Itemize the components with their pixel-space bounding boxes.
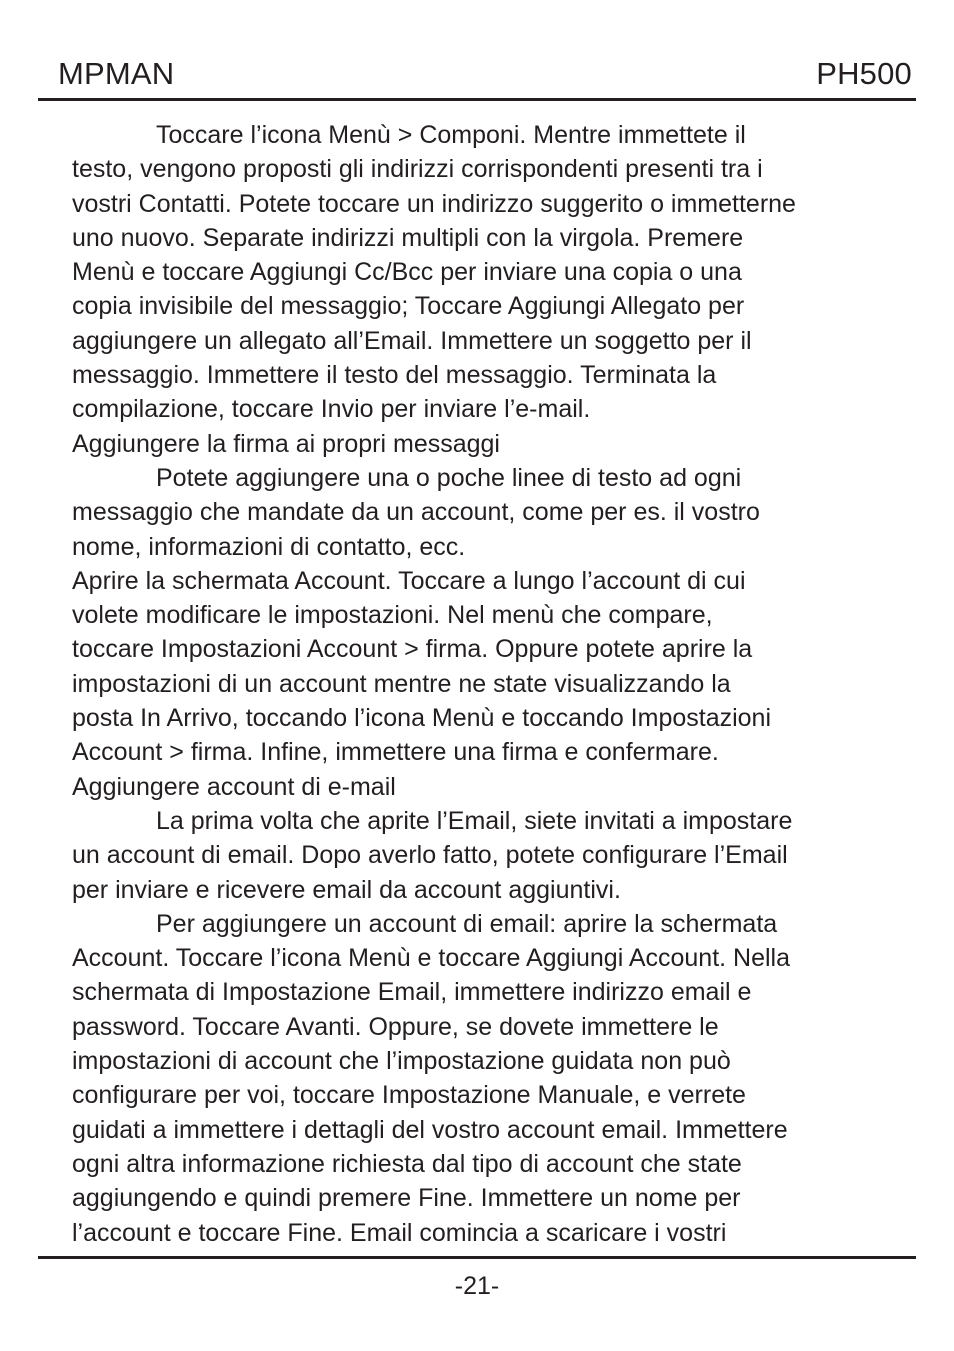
paragraph-line: copia invisibile del messaggio; Toccare Aggiungi Allegato per — [72, 292, 745, 321]
paragraph-line: Aprire la schermata Account. Toccare a lungo l’account di cui — [72, 566, 746, 595]
section-heading: Aggiungere la firma ai propri messaggi — [72, 429, 500, 458]
paragraph-line: nome, informazioni di contatto, ecc. — [72, 532, 466, 561]
paragraph-line: password. Toccare Avanti. Oppure, se dovete immettere le — [72, 1012, 719, 1041]
footer-divider — [38, 1256, 916, 1259]
page-header — [38, 52, 916, 100]
paragraph-line: volete modificare le impostazioni. Nel menù che compare, — [72, 601, 713, 630]
paragraph-line: Per aggiungere un account di email: aprire la schermata — [156, 909, 778, 938]
paragraph-line: schermata di Impostazione Email, immettere indirizzo email e — [72, 978, 752, 1007]
paragraph-line: aggiungendo e quindi premere Fine. Immettere un nome per — [72, 1184, 741, 1213]
paragraph-line: Menù e toccare Aggiungi Cc/Bcc per inviare una copia o una — [72, 258, 742, 287]
paragraph-line: posta In Arrivo, toccando l’icona Menù e toccando Impostazioni — [72, 704, 772, 733]
paragraph-line: Account > firma. Infine, immettere una firma e confermare. — [72, 738, 719, 767]
paragraph-line: messaggio che mandate da un account, come per es. il vostro — [72, 498, 760, 527]
paragraph-line: impostazioni di account che l’impostazione guidata non può — [72, 1047, 731, 1076]
paragraph-line: testo, vengono proposti gli indirizzi corrispondenti presenti tra i — [72, 155, 763, 184]
paragraph-line: per inviare e ricevere email da account aggiuntivi. — [72, 875, 621, 904]
header-divider — [38, 98, 916, 101]
paragraph-line: un account di email. Dopo averlo fatto, potete configurare l’Email — [72, 841, 788, 870]
paragraph-line: Account. Toccare l’icona Menù e toccare Aggiungi Account. Nella — [72, 944, 791, 973]
paragraph-line: guidati a immettere i dettagli del vostro account email. Immettere — [72, 1115, 788, 1144]
paragraph-line: compilazione, toccare Invio per inviare l’e-mail. — [72, 395, 591, 424]
paragraph-line: messaggio. Immettere il testo del messaggio. Terminata la — [72, 361, 717, 390]
paragraph-line: l’account e toccare Fine. Email comincia a scaricare i vostri — [72, 1218, 727, 1247]
page-number: -21- — [454, 1272, 500, 1300]
model-name: PH500 — [816, 56, 912, 91]
paragraph-line: ogni altra informazione richiesta dal tipo di account che state — [72, 1149, 742, 1178]
paragraph-line: vostri Contatti. Potete toccare un indirizzo suggerito o immetterne — [72, 189, 796, 218]
brand-name: MPMAN — [58, 56, 175, 91]
paragraph-line: Potete aggiungere una o poche linee di testo ad ogni — [156, 463, 742, 492]
paragraph-line: toccare Impostazioni Account > firma. Oppure potete aprire la — [72, 635, 753, 664]
section-heading: Aggiungere account di e-mail — [72, 772, 396, 801]
page-body — [72, 118, 902, 1250]
paragraph-line: aggiungere un allegato all’Email. Immettere un soggetto per il — [72, 326, 752, 355]
paragraph-line: La prima volta che aprite l’Email, siete invitati a impostare — [156, 806, 793, 835]
paragraph-line: uno nuovo. Separate indirizzi multipli con la virgola. Premere — [72, 223, 744, 252]
paragraph-line: Toccare l’icona Menù > Componi. Mentre immettete il — [156, 121, 746, 149]
paragraph-line: configurare per voi, toccare Impostazione Manuale, e verrete — [72, 1081, 746, 1110]
paragraph-line: impostazioni di un account mentre ne state visualizzando la — [72, 669, 731, 698]
